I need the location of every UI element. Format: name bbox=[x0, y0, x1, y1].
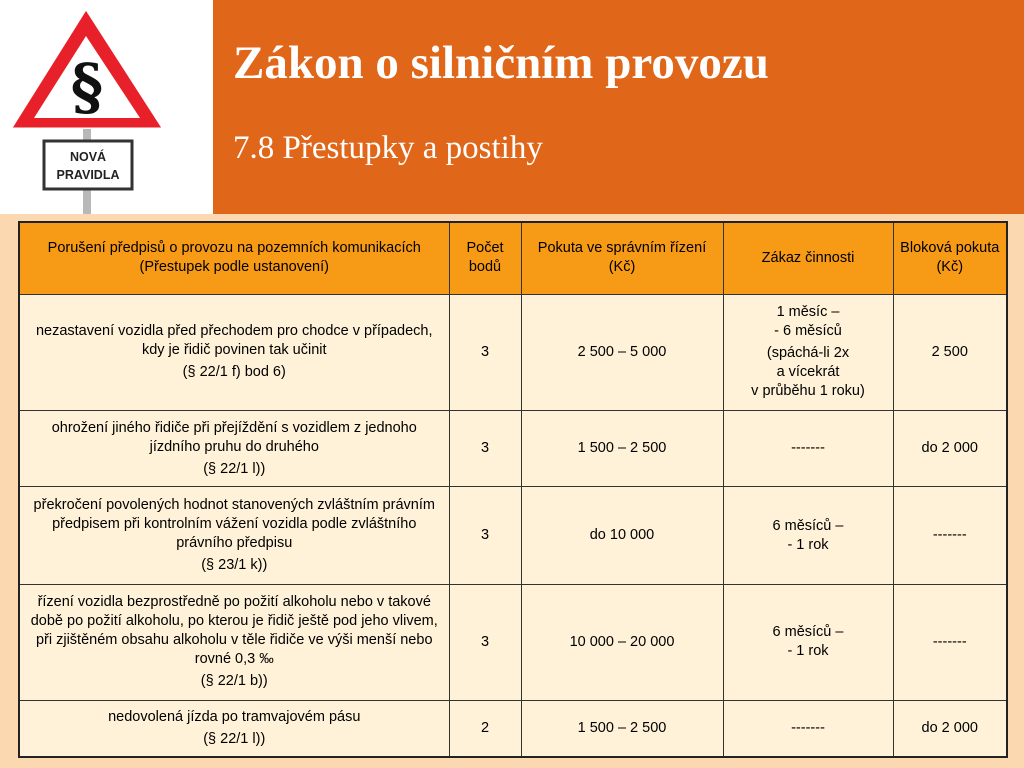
warning-sign-icon bbox=[10, 4, 170, 214]
points-cell: 3 bbox=[449, 294, 521, 411]
paragraph-symbol: § bbox=[70, 50, 104, 123]
block-fine-cell: do 2 000 bbox=[893, 701, 1007, 757]
ban-cell: 6 měsíců – - 1 rok bbox=[723, 487, 893, 584]
points-cell: 3 bbox=[449, 411, 521, 487]
offence-provision: (§ 22/1 f) bod 6) bbox=[182, 364, 286, 381]
column-header-fine: Pokuta ve správním řízení (Kč) bbox=[521, 222, 723, 294]
offence-cell bbox=[19, 411, 449, 487]
offence-text: nedovolená jízda po tramvajovém pásu bbox=[108, 709, 361, 726]
offence-provision: (§ 22/1 b)) bbox=[200, 673, 268, 690]
page-title: Zákon o silničním provozu bbox=[233, 37, 769, 89]
fine-cell: 1 500 – 2 500 bbox=[521, 411, 723, 487]
ban-note: (spáchá-li 2x a vícekrát v průběhu 1 roku) bbox=[751, 345, 865, 400]
offence-text: ohrožení jiného řidiče při přejíždění s vozidlem z jednoho jízdního pruhu do druhého bbox=[51, 419, 417, 455]
offence-text: překročení povolených hodnot stanovených zvláštním právním předpisem při kontrolním vážení vozidla podle zvláštního právního předpisu bbox=[33, 497, 435, 552]
fine-cell: 1 500 – 2 500 bbox=[521, 701, 723, 757]
ban-cell: ------- bbox=[723, 701, 893, 757]
column-header-ban: Zákaz činnosti bbox=[723, 222, 893, 294]
offence-provision: (§ 22/1 l)) bbox=[203, 731, 266, 748]
table-header-row bbox=[19, 222, 1007, 294]
block-fine-cell: ------- bbox=[893, 584, 1007, 701]
ban-cell bbox=[723, 294, 893, 411]
table-row bbox=[19, 411, 1007, 487]
offences-table bbox=[18, 221, 1008, 758]
column-header-offence: Porušení předpisů o provozu na pozemních komunikacích (Přestupek podle ustanovení) bbox=[19, 222, 449, 294]
table-row bbox=[19, 584, 1007, 701]
sign-panel-line-2: PRAVIDLA bbox=[56, 168, 120, 182]
table-row bbox=[19, 294, 1007, 411]
ban-cell: 6 měsíců – - 1 rok bbox=[723, 584, 893, 701]
offence-provision: (§ 23/1 k)) bbox=[201, 557, 268, 574]
ban-cell: ------- bbox=[723, 411, 893, 487]
header-banner bbox=[0, 0, 1024, 214]
offence-cell bbox=[19, 294, 449, 411]
block-fine-cell: do 2 000 bbox=[893, 411, 1007, 487]
offence-text: nezastavení vozidla před přechodem pro chodce v případech, kdy je řidič povinen tak učinit bbox=[35, 323, 433, 359]
table-row bbox=[19, 487, 1007, 584]
block-fine-cell: 2 500 bbox=[893, 294, 1007, 411]
offence-cell bbox=[19, 701, 449, 757]
column-header-block-fine: Bloková pokuta (Kč) bbox=[893, 222, 1007, 294]
fine-cell: do 10 000 bbox=[521, 487, 723, 584]
ban-text: 1 měsíc – - 6 měsíců bbox=[774, 304, 842, 340]
page-subtitle: 7.8 Přestupky a postihy bbox=[233, 130, 543, 166]
table-row bbox=[19, 701, 1007, 757]
offence-provision: (§ 22/1 l)) bbox=[203, 460, 266, 477]
fine-cell: 10 000 – 20 000 bbox=[521, 584, 723, 701]
column-header-points: Počet bodů bbox=[449, 222, 521, 294]
fine-cell: 2 500 – 5 000 bbox=[521, 294, 723, 411]
offence-text: řízení vozidla bezprostředně po požití alkoholu nebo v takové době po požití alkoholu, po kterou je řidič ještě pod jeho vlivem, při zjištěném obsahu alkoholu v těle řidiče ve výši menší nebo rovné 0,3 ‰ bbox=[30, 594, 438, 668]
points-cell: 3 bbox=[449, 584, 521, 701]
points-cell: 3 bbox=[449, 487, 521, 584]
points-cell: 2 bbox=[449, 701, 521, 757]
sign-area bbox=[0, 0, 213, 214]
block-fine-cell: ------- bbox=[893, 487, 1007, 584]
sign-panel-line-1: NOVÁ bbox=[69, 150, 107, 164]
offence-cell bbox=[19, 487, 449, 584]
offence-cell bbox=[19, 584, 449, 701]
